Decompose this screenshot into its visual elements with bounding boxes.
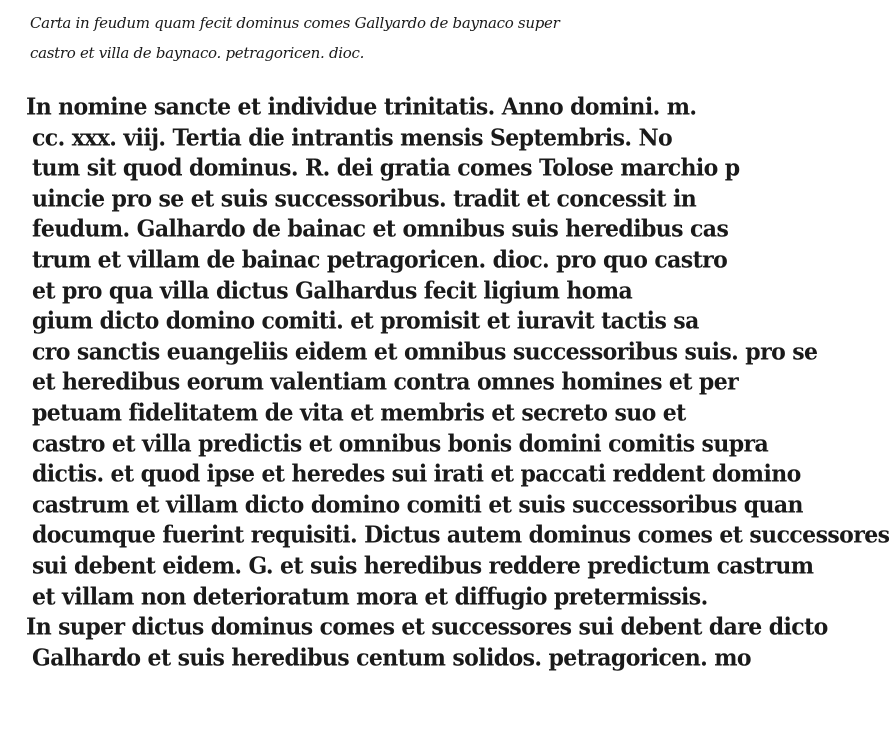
heading-line-2: castro et villa de baynaco. petragoricen. dioc.: [30, 44, 365, 62]
body-line-9: cro sanctis euangeliis eidem et omnibus successoribus suis. pro se: [32, 337, 818, 366]
charter-body: [26, 92, 889, 673]
heading-line-1: Carta in feudum quam fecit dominus comes Gallyardo de baynaco super: [30, 14, 560, 32]
body-line-16: sui debent eidem. G. et suis heredibus reddere predictum castrum: [32, 551, 814, 580]
body-line-14: castrum et villam dicto domino comiti et suis successoribus quan: [32, 490, 803, 519]
body-line-12: castro et villa predictis et omnibus bonis domini comitis supra: [32, 429, 769, 458]
body-line-17: et villam non deterioratum mora et diffugio pretermissis.: [32, 582, 708, 611]
body-line-18: In super dictus dominus comes et successores sui debent dare dicto: [26, 613, 828, 642]
body-line-4: uincie pro se et suis successoribus. tradit et concessit in: [32, 184, 697, 213]
charter-heading: [30, 8, 630, 68]
body-line-13: dictis. et quod ipse et heredes sui irati et paccati reddent domino: [32, 460, 801, 489]
body-line-8: gium dicto domino comiti. et promisit et iuravit tactis sa: [32, 307, 699, 336]
body-line-3: tum sit quod dominus. R. dei gratia comes Tolose marchio p: [32, 154, 740, 183]
body-line-5: feudum. Galhardo de bainac et omnibus suis heredibus cas: [32, 215, 729, 244]
body-line-7: et pro qua villa dictus Galhardus fecit ligium homa: [32, 276, 633, 305]
body-line-15: documque fuerint requisiti. Dictus autem dominus comes et successores: [32, 521, 889, 550]
body-line-19: Galhardo et suis heredibus centum solidos. petragoricen. mo: [32, 643, 751, 672]
body-line-1: In nomine sancte et individue trinitatis. Anno domini. m.: [26, 92, 697, 122]
body-line-11: petuam fidelitatem de vita et membris et secreto suo et: [32, 398, 686, 427]
body-line-6: trum et villam de bainac petragoricen. dioc. pro quo castro: [32, 245, 728, 274]
body-line-10: et heredibus eorum valentiam contra omnes homines et per: [32, 368, 739, 397]
body-line-2: cc. xxx. viij. Tertia die intrantis mensis Septembris. Nо: [32, 123, 673, 152]
